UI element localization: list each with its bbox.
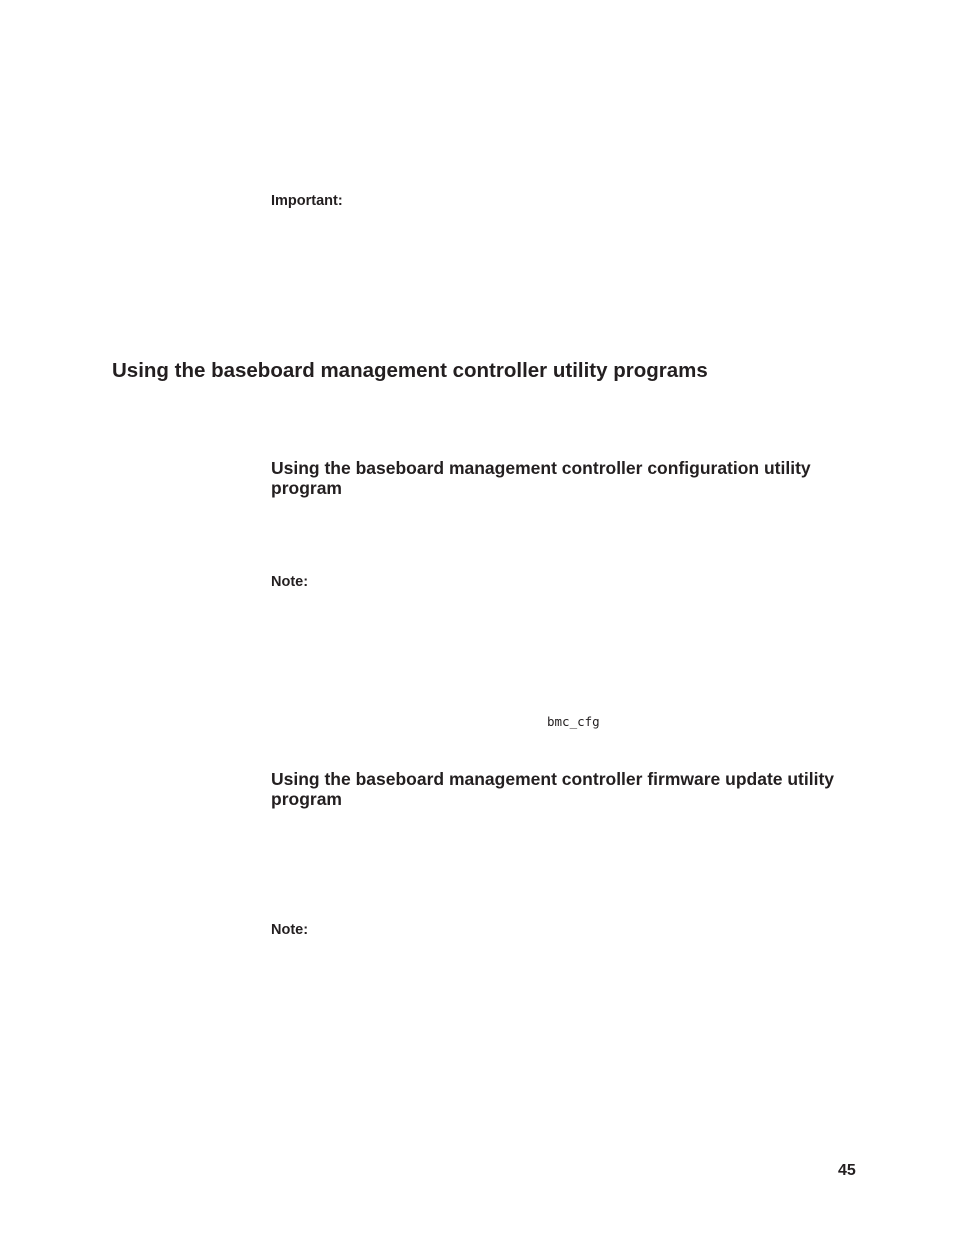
- code-command-bmc-cfg: bmc_cfg: [547, 714, 600, 729]
- section-heading-bmc-utility-programs: Using the baseboard management controller utility programs: [112, 359, 708, 382]
- note-label-2: Note:: [271, 922, 309, 938]
- important-label: Important:: [271, 193, 343, 209]
- page-number: 45: [838, 1162, 856, 1179]
- subsection-heading-bmc-firmware-update: Using the baseboard management controller firmware update utility program: [271, 769, 835, 809]
- subsection-heading-bmc-configuration: Using the baseboard management controller configuration utility program: [271, 458, 811, 498]
- note-label-1: Note:: [271, 574, 309, 590]
